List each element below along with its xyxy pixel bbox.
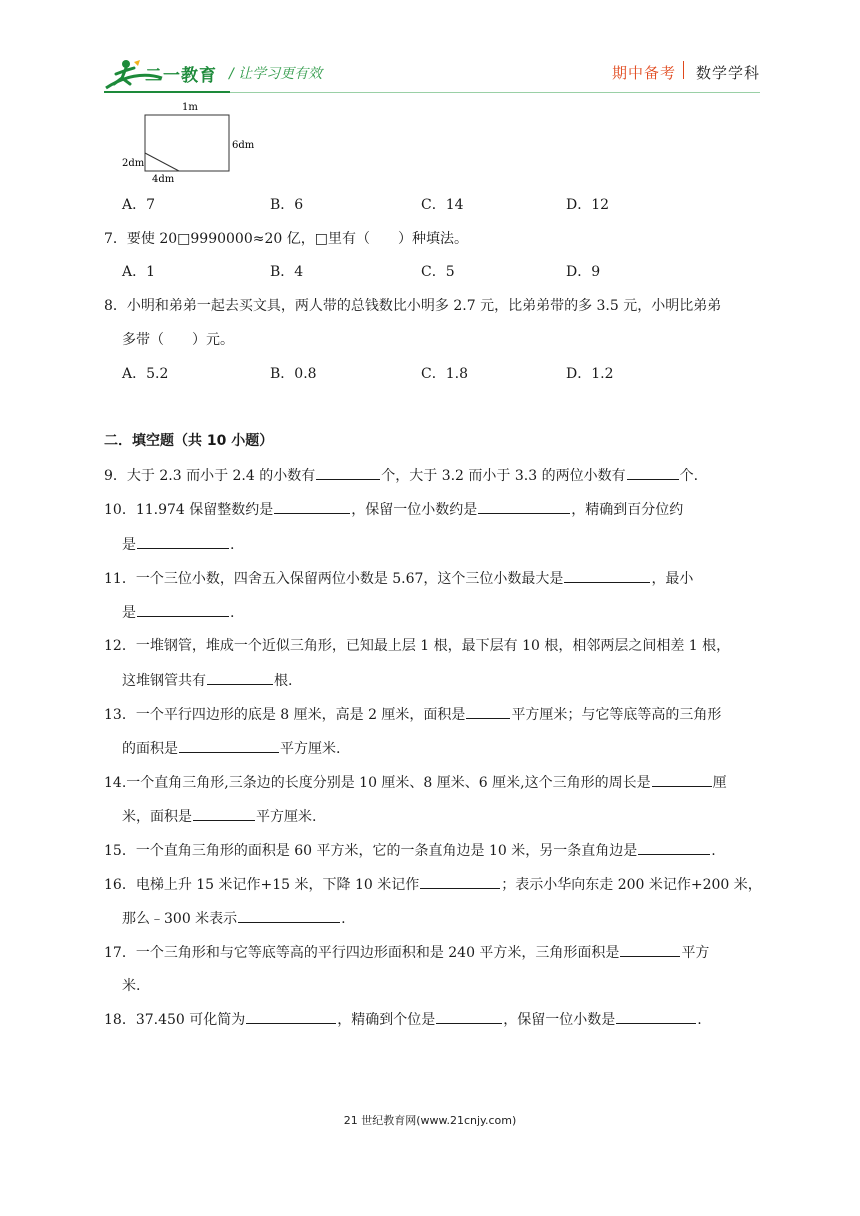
q10-text-b: ，保留一位小数约是: [351, 502, 478, 518]
q14-line2: [122, 806, 316, 827]
q11-text-a: 11．一个三位小数，四舍五入保留两位小数是 5.67，这个三位小数最大是: [104, 571, 564, 587]
q14-line1: [104, 772, 727, 793]
q6-option-b: B．6: [270, 197, 304, 213]
answer-blank[interactable]: [466, 704, 510, 719]
q12-text-b: 这堆钢管共有: [122, 673, 206, 689]
label-bottom: 4dm: [152, 174, 175, 185]
answer-blank[interactable]: [137, 534, 229, 549]
q8-option-a: A．5.2: [122, 366, 169, 382]
q8-option-b: B．0.8: [270, 366, 317, 382]
q12-line2: [122, 670, 292, 691]
q6-option-c: C．14: [421, 197, 464, 213]
rectangle-diagram: [118, 98, 268, 186]
page-footer: 21 世纪教育网(www.21cnjy.com): [343, 1114, 517, 1127]
answer-blank[interactable]: [638, 840, 710, 855]
answer-blank[interactable]: [436, 1009, 502, 1024]
q17-text-a: 17．一个三角形和与它等底等高的平行四边形面积和是 240 平方米，三角形面积是: [104, 945, 620, 961]
answer-blank[interactable]: [274, 499, 350, 514]
q13-line1: [104, 704, 721, 725]
logo-text: 二一教育: [145, 66, 217, 86]
label-right: 6dm: [232, 140, 255, 151]
q16-text-d: .: [341, 911, 346, 927]
header-rule: [230, 92, 760, 93]
answer-blank[interactable]: [238, 908, 340, 923]
q7-option-a: A．1: [122, 264, 156, 280]
q11-text-b: ，最小: [651, 571, 694, 587]
answer-blank[interactable]: [564, 568, 650, 583]
q13-line2: [122, 738, 340, 759]
q15-line: [104, 840, 716, 861]
answer-blank[interactable]: [137, 602, 229, 617]
q11-line1: [104, 568, 693, 589]
q7-text: 7．要使 20□9990000≈20 亿，□里有（ ）种填法。: [104, 231, 468, 247]
q17-text-b: 平方: [681, 945, 710, 961]
q6-option-d: D．12: [566, 197, 610, 213]
q10-text-d: 是: [122, 537, 136, 553]
rectangle-figure: [118, 98, 268, 186]
answer-blank[interactable]: [207, 670, 273, 685]
label-top: 1m: [182, 102, 198, 113]
q8-option-d: D．1.2: [566, 366, 614, 382]
q18-line: [104, 1009, 702, 1030]
subject-tag: 数学学科: [696, 64, 761, 82]
q15-text-b: .: [711, 843, 716, 859]
answer-blank[interactable]: [316, 465, 380, 480]
q7-option-d: D．9: [566, 264, 601, 280]
q17-line2: 米.: [122, 978, 141, 994]
q6-option-a: A．7: [122, 197, 156, 213]
answer-blank[interactable]: [179, 738, 279, 753]
q12-line1: 12．一堆钢管，堆成一个近似三角形，已知最上层 1 根，最下层有 10 根，相邻两层之间相差 1 根，: [104, 638, 731, 654]
q18-text-c: ，保留一位小数是: [503, 1012, 616, 1028]
q8-line2: 多带（ ）元。: [122, 332, 234, 348]
answer-blank[interactable]: [627, 465, 679, 480]
answer-blank[interactable]: [620, 942, 680, 957]
q16-line2: [122, 908, 346, 929]
q10-text-e: .: [230, 537, 235, 553]
q10-line2: [122, 534, 234, 555]
q8-line1: 8．小明和弟弟一起去买文具，两人带的总钱数比小明多 2.7 元，比弟弟带的多 3.5 元，小明比弟弟: [104, 298, 722, 314]
q7-option-b: B．4: [270, 264, 304, 280]
answer-blank[interactable]: [478, 499, 570, 514]
q10-line1: [104, 499, 683, 520]
q12-text-c: 根.: [274, 673, 293, 689]
page-header: [0, 0, 860, 100]
answer-blank[interactable]: [193, 806, 255, 821]
q11-text-d: .: [230, 605, 235, 621]
q13-text-a: 13．一个平行四边形的底是 8 厘米，高是 2 厘米，面积是: [104, 707, 466, 723]
q9-text-a: 9．大于 2.3 而小于 2.4 的小数有: [104, 468, 316, 484]
answer-blank[interactable]: [246, 1009, 336, 1024]
q13-text-c: 的面积是: [122, 741, 178, 757]
q17-line1: [104, 942, 709, 963]
q9-line: [104, 465, 698, 486]
q13-text-d: 平方厘米.: [280, 741, 341, 757]
q9-text-b: 个，大于 3.2 而小于 3.3 的两位小数有: [381, 468, 626, 484]
q16-line1: [104, 874, 762, 895]
q16-text-c: 那么﹣300 米表示: [122, 911, 238, 927]
answer-blank[interactable]: [652, 772, 712, 787]
q15-text-a: 15．一个直角三角形的面积是 60 平方米，它的一条直角边是 10 米，另一条直角边是: [104, 843, 638, 859]
label-left: 2dm: [122, 158, 145, 169]
q16-text-b: ；表示小华向东走 200 米记作+200 米，: [501, 877, 762, 893]
slogan: / 让学习更有效: [229, 66, 323, 82]
q14-text-c: 米，面积是: [122, 809, 192, 825]
q11-text-c: 是: [122, 605, 136, 621]
q9-text-c: 个.: [679, 468, 699, 484]
q10-text-a: 10．11.974 保留整数约是: [104, 502, 274, 518]
q14-text-d: 平方厘米.: [256, 809, 317, 825]
header-separator: [683, 61, 684, 79]
q13-text-b: 平方厘米；与它等底等高的三角形: [511, 707, 722, 723]
q14-text-b: 厘: [712, 775, 727, 791]
q16-text-a: 16．电梯上升 15 米记作+15 米，下降 10 米记作: [104, 877, 420, 893]
q11-line2: [122, 602, 234, 623]
q8-option-c: C．1.8: [421, 366, 468, 382]
answer-blank[interactable]: [420, 874, 500, 889]
q18-text-d: .: [697, 1012, 702, 1028]
answer-blank[interactable]: [616, 1009, 696, 1024]
q10-text-c: ，精确到百分位约: [571, 502, 684, 518]
q18-text-a: 18．37.450 可化简为: [104, 1012, 246, 1028]
q7-option-c: C．5: [421, 264, 455, 280]
q18-text-b: ，精确到个位是: [337, 1012, 436, 1028]
exam-tag: 期中备考: [612, 64, 677, 82]
header-rule-accent: [104, 91, 230, 93]
section-title: 二．填空题（共 10 小题）: [104, 433, 274, 449]
q14-text-a: 14.一个直角三角形,三条边的长度分别是 10 厘米、8 厘米、6 厘米,这个三角形的周长是: [104, 775, 651, 791]
